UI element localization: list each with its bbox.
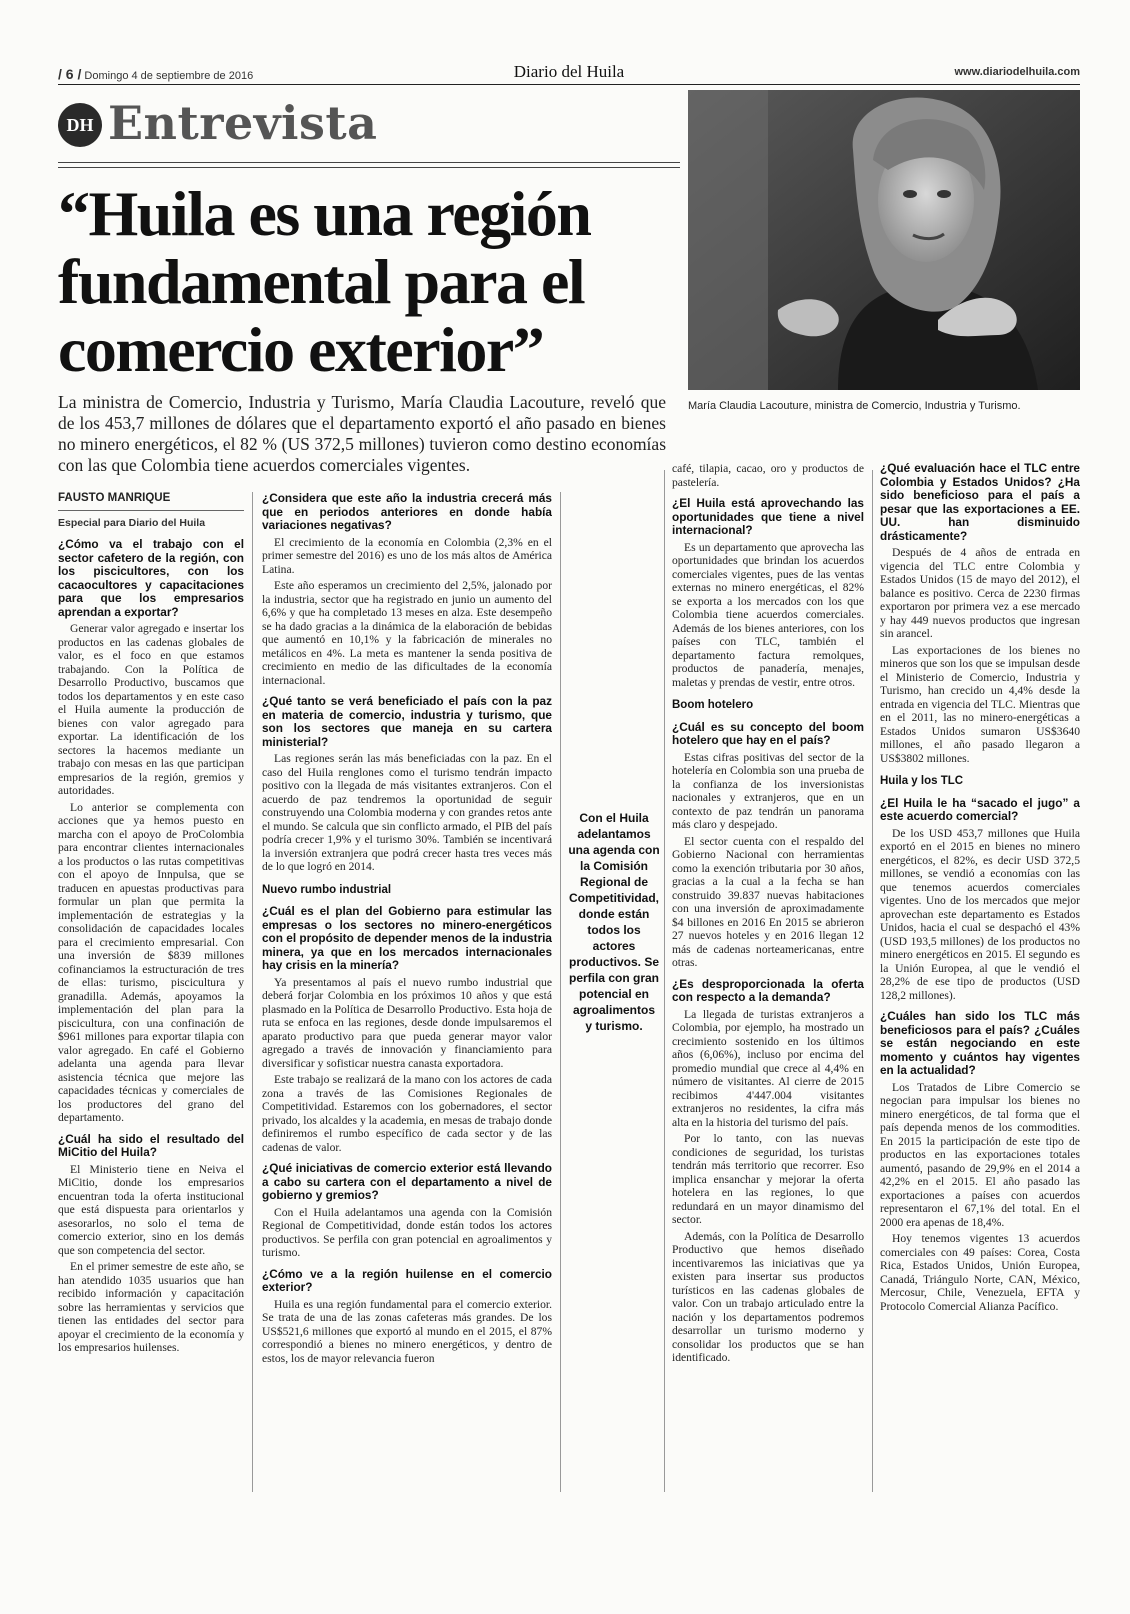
section-title: Entrevista [108,96,378,150]
pull-quote: Con el Huila adelantamos una agenda con la Comisión Regional de Competitividad, donde están todos los actores productivos. Se perfila con gran potencial en agroalimentos y turismo. [568,811,660,1033]
column-3 [672,462,864,1368]
answer-paragraph: En el primer semestre de este año, se han atendido 1035 usuarios que han recibido información y capacitación sobre las herramientas y servicios que tienen las entidades del sector para apoyar el crecimiento de la economía y los empresarios huilenses. [58,1260,244,1354]
portrait-image [688,90,1080,390]
answer-paragraph: Generar valor agregado e insertar los productos en las cadenas globales de valor, es el foco en que estamos trabajando. Con la Política de Desarrollo Productivo, buscamos que todos los departamentos y en este caso el Huila aumente la producción de bienes con valor agregado para exportar. La identificación de los sectores la hacemos mediante un trabajo con mesas en las que participan empresarios de la región, gremios y autoridades. [58,622,244,797]
answer-paragraph: La llegada de turistas extranjeros a Colombia, por ejemplo, ha mostrado un crecimiento sostenido en los últimos años (6,06%), incluso por encima del promedio mundial que crece al 4,4% en número de visitantes. Al cierre de 2015 recibimos 4'447.004 visitantes extranjeros no residentes, la cifra más alta en la historia del turismo del país. [672,1007,864,1129]
byline-special: Especial para Diario del Huila [58,516,206,529]
dh-logo-icon: DH [58,103,102,147]
question: ¿Cuáles han sido los TLC más beneficiosos para el país? ¿Cuáles se están negociando en este momento y cuántos hay vigentes en la actualidad? [880,1009,1080,1077]
answer-paragraph: Huila es una región fundamental para el comercio exterior. Se trata de una de las zonas cafeteras más grandes. De los US$521,6 millones que exportó al mundo en el 2015, el 87% correspondió a bienes no minero energéticos, y dentro de estos, los de mayor relevancia fueron [262,1297,552,1365]
question: ¿Cuál es el plan del Gobierno para estimular las empresas o los sectores no minero-energéticos con el propósito de depender menos de la industria minera, ya que en los mercados internacionales hay crisis en la minería? [262,904,552,972]
page-header [58,60,1080,85]
column-divider [664,470,665,1492]
answer-paragraph: De los USD 453,7 millones que Huila exportó en el 2015 en bienes no minero energéticos, el 82%, es decir USD 372,5 millones, se vendió a economías con las que tenemos acuerdos comerciales vigentes. Uno de los mercados que mejor aprovechan este departamento es Estados Unidos, hacia el cual se despachó el 43% (USD 193,5 millones) de los productos no minero energéticos en 2015. El segundo es la Unión Europea, al que le vendió el 28,2% de ese tipo de productos (USD 128,2 millones). [880,826,1080,1002]
question: ¿Considera que este año la industria crecerá más que en periodos anteriores en donde había variaciones negativas? [262,491,552,532]
answer-paragraph: café, tilapia, cacao, oro y productos de pastelería. [672,462,864,489]
answer-paragraph: Este trabajo se realizará de la mano con los actores de cada zona a través de las Comisiones Regionales de Competitividad. Estaremos con los gobernadores, el sector privado, los alcaldes y la academia, en mesas de trabajo donde definiremos el rumbo específico de cada sector y de las cadenas de valor. [262,1073,552,1154]
column-4 [880,462,1080,1316]
answer-paragraph: El crecimiento de la economía en Colombia (2,3% en el primer semestre del 2016) es uno de los más altos de América Latina. [262,535,552,576]
answer-paragraph: Con el Huila adelantamos una agenda con la Comisión Regional de Competitividad, donde están todos los actores productivos. Se perfila con gran potencial en agroalimentos y turismo. [262,1205,552,1259]
question: ¿Es desproporcionada la oferta con respecto a la demanda? [672,976,864,1004]
answer-paragraph: El sector cuenta con el respaldo del Gobierno Nacional con herramientas como la exención tributaria por 30 años, gracias a la cual a la fecha se han construido 39.837 nuevas habitaciones con una inversión de aproximadamente $4 billones en 2016 En 2015 se abrieron 27 nuevos hoteles y en 2016 llegan 12 más de cadenas norteamericanas, entre otras. [672,834,864,969]
answer-paragraph: Además, con la Política de Desarrollo Productivo que hemos diseñado incentivaremos las iniciativas que ya existen para insertar sus productos turísticos en las cadenas globales de valor. Con un trabajo articulado entre la nación y los departamentos podremos desarrollar un turismo moderno y consolidar los productos que se han identificado. [672,1229,864,1364]
headline: “Huila es una región fundamental para el comercio exterior” [58,178,591,385]
column-divider [252,492,253,1492]
website-link[interactable]: www.diariodelhuila.com [954,66,1080,78]
minister-photo [688,90,1080,390]
byline: FAUSTO MANRIQUE [58,492,244,511]
question: ¿El Huila le ha “sacado el jugo” a este acuerdo comercial? [880,795,1080,823]
newspaper-name: Diario del Huila [513,62,625,81]
answer-paragraph: Por lo tanto, con las nuevas condiciones de seguridad, los turistas tendrán más territorio que recorrer. Eso implica ensanchar y mejorar la oferta hotelera en las regiones, lo que redundará en un mayor dinamismo del sector. [672,1132,864,1226]
subheading: Nuevo rumbo industrial [262,883,392,896]
question: ¿Cómo ve a la región huilense en el comercio exterior? [262,1266,552,1294]
answer-paragraph: Después de 4 años de entrada en vigencia del TLC entre Colombia y Estados Unidos (15 de mayo del 2012), el balance es positivo. Cerca de 2230 firmas exportaron por primera vez a ese mercado y hay 449 nuevos productos que ingresan sin arancel. [880,546,1080,640]
lead-paragraph: La ministra de Comercio, Industria y Turismo, María Claudia Lacouture, reveló que de los 453,7 millones de dólares que el departamento exportó el año pasado en bienes no minero energéticos, el 82 % (US 372,5 millones) tuvieron como destino economías con las que Colombia tiene acuerdos comerciales vigentes. [58,392,666,475]
question: ¿Qué iniciativas de comercio exterior está llevando a cabo su cartera con el departamento a nivel de gobierno y gremios? [262,1161,552,1202]
column-1 [58,492,244,1358]
question: ¿Qué tanto se verá beneficiado el país con la paz en materia de comercio, industria y turismo, que son los sectores que maneja en su cartera ministerial? [262,694,552,749]
section-divider [58,162,680,168]
answer-paragraph: Estas cifras positivas del sector de la hotelería en Colombia son una prueba de la confianza de los inversionistas nacionales y extranjeros, que en un contexto de paz tendrán un panorama más claro y despejado. [672,750,864,831]
answer-paragraph: Este año esperamos un crecimiento del 2,5%, jalonado por la industria, sector que ha registrado en junio un aumento del 6,6% y que ha completado 13 meses en alza. Este desempeño se ha dado gracias a la dinámica de la elaboración de bebidas que aumentó en 10,1% y la fabricación de minerales no metálicos en 4%. La meta es mantener la senda positiva de crecimiento en medio de las dificultades de la economía internacional. [262,579,552,687]
column-2 [262,492,552,1368]
answer-paragraph: Las regiones serán las más beneficiadas con la paz. En el caso del Huila renglones como el turismo tendrán impacto positivo con la llegada de más visitantes extranjeros. Con el acuerdo de paz tendremos la oportunidad de seguir construyendo una Colombia moderna y con grandes retos ante el mundo. Se calcula que sin conflicto armado, el PIB del país podría crecer 1,9% y el turismo 30%. También se incentivará la inversión extranjera que podrá crecer hasta tres veces más de lo que logró en 2014. [262,752,552,873]
answer-paragraph: El Ministerio tiene en Neiva el MiCitio, donde los empresarios encuentran toda la oferta institucional que está dispuesta para orientarlos y asesorarlos, no solo el tema de comercio exterior, sino en los demás que son competencia del sector. [58,1162,244,1257]
subheading: Huila y los TLC [880,775,964,787]
issue-date: Domingo 4 de septiembre de 2016 [84,70,254,82]
answer-paragraph: Los Tratados de Libre Comercio se negocian para impulsar los bienes no minero energéticos, de tal forma que el país dependa menos de los commodities. En 2015 la participación de este tipo de productos en las exportaciones totales aumentó, pasando de 29,9% en el 2014 a 42,2% en el 2015. El año pasado las exportaciones a países con acuerdos representaron el 67,1% del total. En el 2000 era apenas de 18,4%. [880,1080,1080,1229]
subheading: Boom hotelero [672,699,754,711]
photo-caption: María Claudia Lacouture, ministra de Comercio, Industria y Turismo. [688,400,1021,412]
question: ¿Cómo va el trabajo con el sector cafetero de la región, con los piscicultores, con los cacaocultores y capacitaciones para que los empresarios aprendan a exportar? [58,537,244,619]
question: ¿Qué evaluación hace el TLC entre Colombia y Estados Unidos? ¿Ha sido beneficioso para el país a pesar que las exportaciones a EE. UU. han disminuido drásticamente? [880,461,1080,543]
answer-paragraph: Lo anterior se complementa con acciones que ya hemos puesto en marcha con el apoyo de ProColombia para encontrar clientes internacionales a los productos o las rutas competitivas con el apoyo de Innpulsa, que se traducen en apuestas productivas para formular un plan que permita la implementación de estrategias y la consolidación de capacidades locales para el crecimiento empresarial. Con una inversión de $839 millones cofinanciamos la estructuración de tres de ellas: turismo, piscicultura y granadilla. Además, apoyamos la implementación del plan para la piscicultura, con una confinación de $961 millones para exportar tilapia con valor agregado. En café el Gobierno adelanta una agenda para llevar asistencia técnica que mejore las capacidades técnicas y comerciales de los productores del grano del departamento. [58,800,244,1124]
column-divider [872,470,873,1492]
question: ¿El Huila está aprovechando las oportunidades que tiene a nivel internacional? [672,496,864,537]
answer-paragraph: Las exportaciones de los bienes no mineros que son los que se impulsan desde el Ministerio de Comercio, Industria y Turismo, han crecido un 4,4% desde la entrada en vigencia del TLC. Mientras que en el 2011, las no minero-energéticas a Estados Unidos sumaron US$3640 millones, el año pasado llegaron a US$3802 millones. [880,643,1080,765]
question: ¿Cuál ha sido el resultado del MiCitio del Huila? [58,1131,244,1159]
column-divider [560,492,561,1492]
question: ¿Cuál es su concepto del boom hotelero que hay en el país? [672,719,864,747]
answer-paragraph: Ya presentamos al país el nuevo rumbo industrial que deberá forjar Colombia en los próximos 10 años y que está plasmado en la Política de Desarrollo Productivo. Esta hoja de ruta se enfoca en las regiones, desde donde impulsaremos el aparato productivo para que pueda generar mayor valor agregado a través de innovación y financiamiento para diversificar y sofisticar nuestra canasta exportadora. [262,975,552,1070]
answer-paragraph: Hoy tenemos vigentes 13 acuerdos comerciales con 49 países: Corea, Costa Rica, Estados Unidos, Unión Europea, Canadá, Triángulo Norte, CAN, México, Mercosur, Chile, Venezuela, EFTA y Protocolo Comercial Alianza Pacífico. [880,1232,1080,1313]
page-number: / 6 / [58,66,82,82]
answer-paragraph: Es un departamento que aprovecha las oportunidades que brindan los acuerdos comerciales vigentes, pues de las ventas externas no minero energéticas, el 82% se exporta a los mercados con los que Colombia tiene acuerdos comerciales. Además de los bienes anteriores, con los países con TLC, también el departamento factura remolques, productos de panadería, menajes, maletas y prendas de vestir, entre otros. [672,540,864,689]
